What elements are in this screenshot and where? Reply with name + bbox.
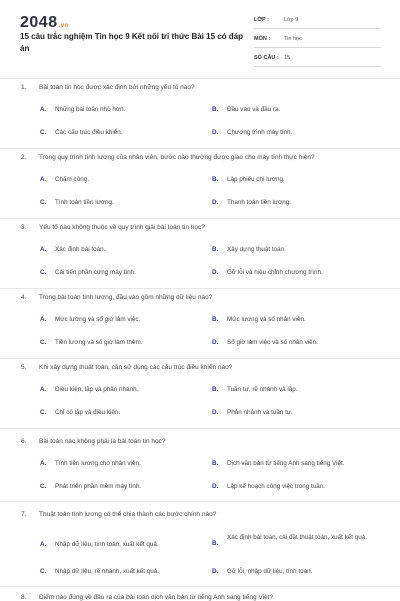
info-label: LỚP :: [254, 17, 269, 23]
option-letter: D.: [212, 269, 219, 276]
option-text: Mức lương và số giờ làm việc.: [55, 316, 141, 323]
option-letter: A.: [40, 460, 47, 467]
question-text: Bài toán tin học được xác định bởi những yếu tố nào?: [39, 84, 195, 91]
question-text: Bài toán nào không phải là bài toán tin học?: [39, 438, 166, 445]
option-letter: D.: [212, 129, 219, 136]
option-text: Đầu vào và đầu ra.: [227, 106, 281, 113]
option-text: Số giờ làm việc và số nhân viên.: [227, 339, 318, 346]
info-row-class: [254, 14, 381, 29]
option-text: Phát triển phần mềm máy tính.: [55, 483, 142, 490]
option-letter: B.: [212, 540, 219, 547]
page-title: 15 câu trắc nghiệm Tin học 9 Kết nối tri thức Bài 15 có đáp án: [20, 32, 244, 53]
option-letter: B.: [212, 246, 219, 253]
info-value: 15: [284, 55, 291, 61]
question-5: [0, 358, 400, 429]
option-letter: A.: [40, 246, 47, 253]
option-text: Những bài toán nhỏ hơn.: [55, 106, 126, 113]
option-letter: B.: [212, 176, 219, 183]
option-letter: D.: [212, 483, 219, 490]
question-text: Yếu tố nào không thuộc về quy trình giải bài toán tin học?: [39, 224, 205, 231]
question-text: Trong bài toán tính lương, đầu vào gồm những dữ liệu nào?: [39, 294, 213, 301]
option-letter: C.: [40, 269, 47, 276]
option-letter: A.: [40, 541, 47, 548]
question-7: [0, 501, 400, 587]
option-text: Chấm công.: [55, 176, 89, 183]
option-text: Gỡ lỗi và hiệu chỉnh chương trình.: [227, 269, 323, 276]
worksheet-header: [0, 0, 400, 80]
question-number: 4.: [21, 294, 27, 301]
info-label: MÔN :: [254, 36, 271, 42]
info-label: SỐ CÂU :: [254, 55, 279, 61]
question-number: 3.: [21, 224, 27, 231]
question-number: 7.: [21, 511, 27, 518]
option-text: Nhập dữ liệu, rẽ nhánh, xuất kết quả.: [55, 568, 159, 575]
question-6: [0, 428, 400, 502]
option-letter: C.: [40, 568, 47, 575]
info-row-count: [254, 52, 381, 67]
option-text: Lập kế hoạch công việc trong tuần.: [227, 483, 326, 490]
option-text: Dịch văn bản từ tiếng Anh sang tiếng Việt.: [227, 460, 345, 467]
question-number: 8.: [21, 594, 27, 601]
option-text: Xây dựng thuật toán.: [227, 246, 286, 253]
info-panel: [254, 14, 381, 71]
option-text: Xác định bài toán, cài đặt thuật toán, xuất kết quả.: [227, 534, 368, 541]
option-text: Chỉ có lặp và điều kiện.: [55, 409, 121, 416]
logo-suffix: .vn: [58, 23, 69, 29]
option-letter: B.: [212, 316, 219, 323]
option-letter: C.: [40, 409, 47, 416]
option-letter: A.: [40, 386, 47, 393]
option-letter: D.: [212, 409, 219, 416]
option-text: Chương trình máy tính.: [227, 129, 293, 136]
question-4: [0, 288, 400, 359]
option-letter: A.: [40, 316, 47, 323]
option-text: Gỡ lỗi, nhập dữ liệu, tính toán.: [227, 568, 313, 575]
option-text: Xác định bài toán.: [55, 246, 106, 253]
info-row-subject: [254, 33, 381, 48]
option-text: Tính toán tiền lương.: [55, 199, 114, 206]
option-text: Lập phiếu chi lương.: [227, 176, 285, 183]
option-letter: D.: [212, 568, 219, 575]
question-number: 1.: [21, 84, 27, 91]
info-value: Lớp 9: [284, 17, 299, 23]
option-text: Thanh toán tiền lương.: [227, 199, 292, 206]
question-number: 5.: [21, 364, 27, 371]
question-3: [0, 218, 400, 289]
option-text: Tính tiền lương cho nhân viên.: [55, 460, 141, 467]
option-text: Các cấu trúc điều khiển.: [55, 129, 123, 136]
option-letter: D.: [212, 339, 219, 346]
question-1: [0, 78, 400, 149]
option-text: Phân nhánh và tuần tự.: [227, 409, 293, 416]
option-letter: C.: [40, 483, 47, 490]
option-text: Tuần tự, rẽ nhánh và lặp.: [227, 386, 298, 393]
option-text: Nhập dữ liệu, tính toán, xuất kết quả.: [55, 541, 159, 548]
info-value: Tin học: [284, 36, 302, 42]
question-text: Thuật toán tính lương có thể chia thành các bước chính nào?: [39, 511, 217, 518]
option-letter: C.: [40, 199, 47, 206]
question-text: Điểm nào đúng về đầu ra của bài toán dịch văn bản từ tiếng Anh sang tiếng Việt?: [39, 594, 274, 601]
option-letter: C.: [40, 339, 47, 346]
question-number: 2.: [21, 154, 27, 161]
question-number: 6.: [21, 438, 27, 445]
option-text: Cải tiến phần cứng máy tính.: [55, 269, 136, 276]
option-letter: B.: [212, 460, 219, 467]
option-text: Điều kiện, lặp và phân nhánh.: [55, 386, 139, 393]
site-logo[interactable]: [20, 14, 69, 32]
option-letter: B.: [212, 106, 219, 113]
question-8: [0, 586, 400, 601]
option-text: Mức lương và số nhân viên.: [227, 316, 306, 323]
option-text: Tiền lương và số giờ làm thêm.: [55, 339, 143, 346]
option-letter: B.: [212, 386, 219, 393]
option-letter: D.: [212, 199, 219, 206]
option-letter: A.: [40, 106, 47, 113]
option-letter: A.: [40, 176, 47, 183]
question-text: Khi xây dựng thuật toán, cần sử dụng các cấu trúc điều khiển nào?: [39, 364, 233, 371]
logo-text: 2048: [20, 14, 58, 31]
question-2: [0, 148, 400, 219]
option-letter: C.: [40, 129, 47, 136]
question-text: Trong quy trình tính lương của nhân viên, bước nào thường được giao cho máy tính thực hiện?: [39, 154, 315, 161]
